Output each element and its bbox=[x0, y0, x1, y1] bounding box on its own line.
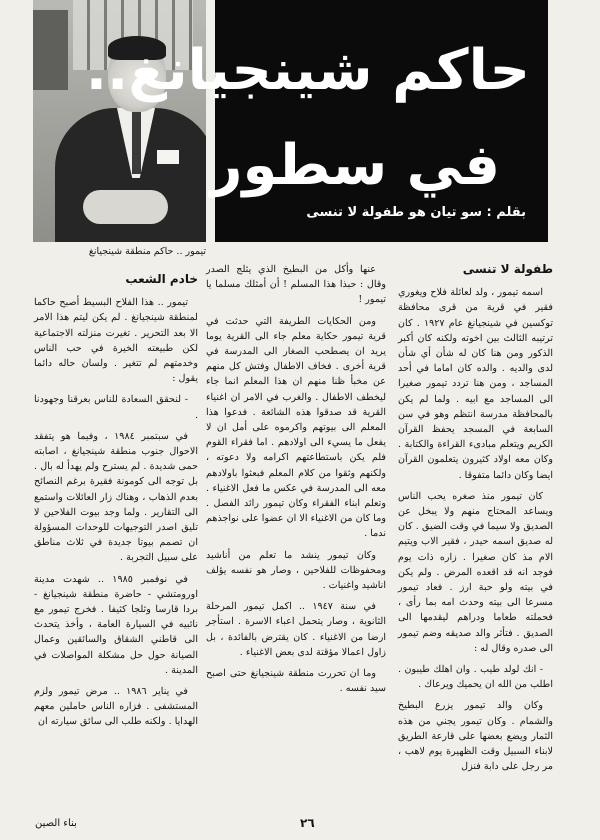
section-heading-childhood: طفولة لا تنسى bbox=[462, 262, 553, 276]
paragraph: في سبتمبر ١٩٨٤ ، وفيما هو يتفقد الاحوال جنوب منطقة شينجيانغ ، اصابته حمى شديدة . لم يسترح ولم يهدأ له بال . بل توجه الى كومونة فقيرة برغم النصائح بعدم الذهاب ، وهناك زار العائلات واستمع الى التقارير . ولما وجد بيوت الفلاحين لا تليق اصدر التوجيهات للوحدات المسؤولة ان تصمم بيوتا جديدة في ثلاث مناطق على سبيل التجربة . bbox=[34, 430, 198, 564]
publication-name: بناء الصين bbox=[35, 818, 77, 829]
headline-line-1: حاكم شينجيانغ.. bbox=[85, 38, 530, 103]
byline: بقلم : سو تيان هو طفولة لا تنسى bbox=[306, 205, 526, 220]
paragraph: وكان تيمور ينشد ما تعلم من أناشيد ومحفوظات للفلاحين ، وصار هو نفسه يؤلف اناشيد واغنيات . bbox=[206, 549, 386, 592]
column-middle bbox=[206, 262, 386, 702]
headline-line-2: في سطور bbox=[210, 133, 500, 198]
photo-caption: تيمور .. حاكم منطقة شينجيانغ bbox=[88, 246, 206, 257]
bookshelf-shape bbox=[33, 10, 68, 90]
title-block bbox=[85, 0, 548, 242]
paragraph: - لنحقق السعادة للناس بعرقنا وجهودنا . bbox=[34, 394, 198, 421]
tie-shape bbox=[132, 112, 141, 174]
hands-shape bbox=[83, 190, 168, 224]
paragraph: في نوفمبر ١٩٨٥ .. شهدت مدينة اورومتشي - حاضرة منطقة شينجيانغ - بردا قارسا وثلجا كثيفا . فخرج تيمور مع نائبيه في السيارة العامة ، وأخذ يتحدث الى قاطني الشقاق والسائقين وعمال الصيانة حول حل مشكلة المواصلات في المدينة . bbox=[34, 573, 198, 676]
page-number: ٢٦ bbox=[300, 816, 315, 830]
paragraph: في يناير ١٩٨٦ .. مرض تيمور ولزم المستشفى . فزاره الناس حاملين معهم الهدايا . ولكنه طلب الى سائق سيارته ان bbox=[34, 686, 198, 728]
paragraph: وكان والد تيمور يزرع البطيخ والشمام . وكان تيمور يجني من هذه الثمار ويضع بعضها على قارعة الطريق لابناء السبيل وقت الظهيرة يوم لاهب ، مر رجل على دابة فنزل bbox=[398, 700, 553, 773]
column-right bbox=[398, 262, 553, 781]
paragraph: - انك لولد طيب . وان اهلك طيبون . اطلب من الله ان يحميك ويرعاك . bbox=[398, 664, 553, 691]
paragraph: تيمور .. هذا الفلاح البسيط أصبح حاكما لمنطقة شينجيانغ . لم يكن ليتم هذا الامر الا بعد التحرير . تغيرت منزلته الاجتماعية لكن طبيعته الخيرة في حب الناس وخدمتهم لم تتغير . ولسان حاله دائما يقول : bbox=[34, 297, 198, 385]
paragraph: اسمه تيمور ، ولد لعائلة فلاح ويغوري فقير في قرية من قرى محافظة توكسين في شينجيانغ عام ١٩٢٧ . كان ترتيبه الثالث بين اخوته ولكنه كان أكبر الذكور ومن هنا كان له شأن أي شأن لدى والديه . والده كان اماما في أحد المساجد ، ومن هنا تردد تيمور صغيرا الى المساجد مع ابيه . ولما لم يكن بالمحافظة مدرسة انتظم وهو في سن السابعة في المسجد يحفظ القرآن الكريم ويتعلم مبادىء القراءة والكتابة . وكان معه اولاد كثيرون يتعلمون القرآن ايضا وكان دائما متفوقا . bbox=[398, 287, 553, 481]
section-heading-servant: خادم الشعب bbox=[125, 272, 198, 286]
name-badge-shape bbox=[157, 150, 179, 164]
portrait-photo bbox=[33, 0, 206, 242]
paragraph: في سنة ١٩٤٧ .. اكمل تيمور المرحلة الثانوية ، وصار يتحمل اعباء الاسرة . استأجر ارضا من الاغنياء . كان يقترض بالفائدة ، بل زاول اعمالا مؤقتة لدى بعض الاغنياء . bbox=[206, 601, 386, 658]
paragraph: كان تيمور منذ صغره يحب الناس ويساعد المحتاج منهم ولا يبخل عن الصديق ولا سيما في وقت الضيق . كان له صديق اسمه حيدر ، فقير الاب ويتيم الام مذ كان صغيرا . زاره ذات يوم فوجد انه قد اقعده المرض . ولم يكن في بيته ولو حبة ارز . فعاد تيمور مسرعا الى بيته وحدث امه بما رأى ، فحملته طعاما ودراهم ليقدمها الى الصديق . فتأثر والد صديقه وضم تيمور الى صدره وقال له : bbox=[398, 490, 553, 654]
paragraph: ومن الحكايات الطريفة التي حدثت في قرية تيمور حكاية معلم جاء الى القرية يوما يريد ان يصطحب الصغار الى المدرسة في قرية أخرى . فخاف الاطفال وفتش كل منهم عن مخبأ ظنا منهم ان هذا المعلم انما جاء ليخطف الاطفال . والغرب في الامر ان اغنياء القرية قد صدقوا هذه الشائعة . فدعوا هذا المعلم الى بيوتهم واكرموه على أمل ان لا يفعل ما يسيء الى اولادهم . اما فقراء القوم فلم يكن باستطاعتهم اكرامه ولا دعوته ، ولكنهم وثقوا من كلام المعلم فبعثوا باولادهم معه الى المدرسة في عكس ما فعل الاغنياء . وتعلم ابناء الفقراء وكان تيمور رائد الفصل . وما كان من الاغنياء الا ان عضوا على نواجذهم ندما . bbox=[206, 315, 386, 540]
column-left bbox=[34, 272, 198, 736]
paragraph: وما ان تحررت منطقة شينجيانغ حتى اصبح سيد نفسه . bbox=[206, 668, 386, 695]
paragraph: عنها وأكل من البطيخ الذي يثلج الصدر وقال : حبذا هذا المسلم ! أن أمثلك مسلما يا تيمور ! bbox=[206, 264, 386, 306]
